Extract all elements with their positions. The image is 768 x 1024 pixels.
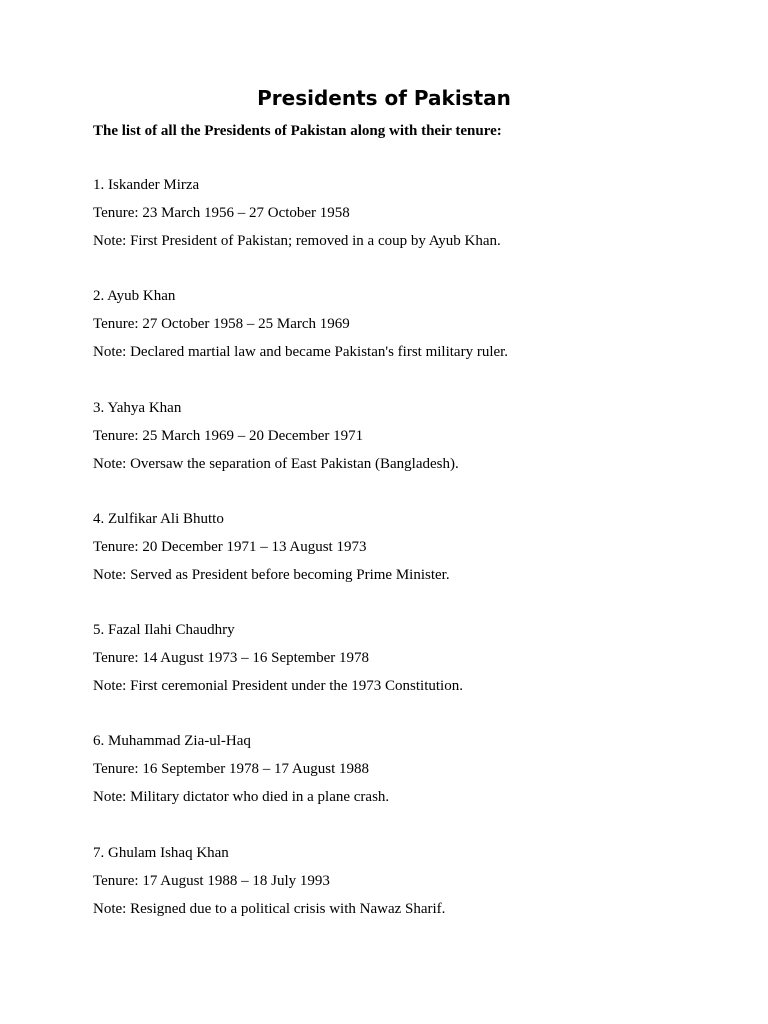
president-note: Note: Declared martial law and became Pakistan's first military ruler. — [93, 344, 509, 361]
president-name: 2. Ayub Khan — [93, 288, 176, 305]
president-list — [93, 175, 713, 954]
president-tenure: Tenure: 25 March 1969 – 20 December 1971 — [93, 427, 364, 444]
president-entry — [93, 286, 713, 397]
president-entry — [93, 509, 713, 620]
president-name: 1. Iskander Mirza — [93, 177, 200, 193]
president-note: Note: Resigned due to a political crisis with Nawaz Sharif. — [93, 900, 446, 917]
president-note: Note: Military dictator who died in a plane crash. — [93, 789, 390, 806]
president-note: Note: First President of Pakistan; removed in a coup by Ayub Khan. — [93, 233, 501, 249]
president-entry — [93, 731, 713, 842]
president-entry — [93, 843, 713, 954]
president-tenure: Tenure: 17 August 1988 – 18 July 1993 — [93, 872, 330, 889]
president-entry — [93, 175, 713, 286]
president-tenure: Tenure: 14 August 1973 – 16 September 1978 — [93, 650, 369, 667]
president-tenure: Tenure: 23 March 1956 – 27 October 1958 — [93, 205, 350, 221]
president-tenure: Tenure: 16 September 1978 – 17 August 1988 — [93, 761, 369, 778]
president-tenure: Tenure: 27 October 1958 – 25 March 1969 — [93, 316, 350, 333]
president-name: 4. Zulfikar Ali Bhutto — [93, 510, 224, 527]
president-name: 6. Muhammad Zia-ul-Haq — [93, 733, 251, 750]
president-name: 5. Fazal Ilahi Chaudhry — [93, 622, 235, 639]
president-note: Note: Served as President before becoming Prime Minister. — [93, 566, 450, 583]
intro-text: The list of all the Presidents of Pakistan along with their tenure: — [93, 123, 502, 139]
president-note: Note: First ceremonial President under the 1973 Constitution. — [93, 678, 463, 695]
president-note: Note: Oversaw the separation of East Pakistan (Bangladesh). — [93, 455, 459, 472]
page-title: Presidents of Pakistan — [257, 86, 511, 110]
president-name: 3. Yahya Khan — [93, 399, 182, 416]
president-name: 7. Ghulam Ishaq Khan — [93, 844, 229, 861]
president-entry — [93, 398, 713, 509]
president-entry — [93, 620, 713, 731]
president-tenure: Tenure: 20 December 1971 – 13 August 1973 — [93, 538, 367, 555]
